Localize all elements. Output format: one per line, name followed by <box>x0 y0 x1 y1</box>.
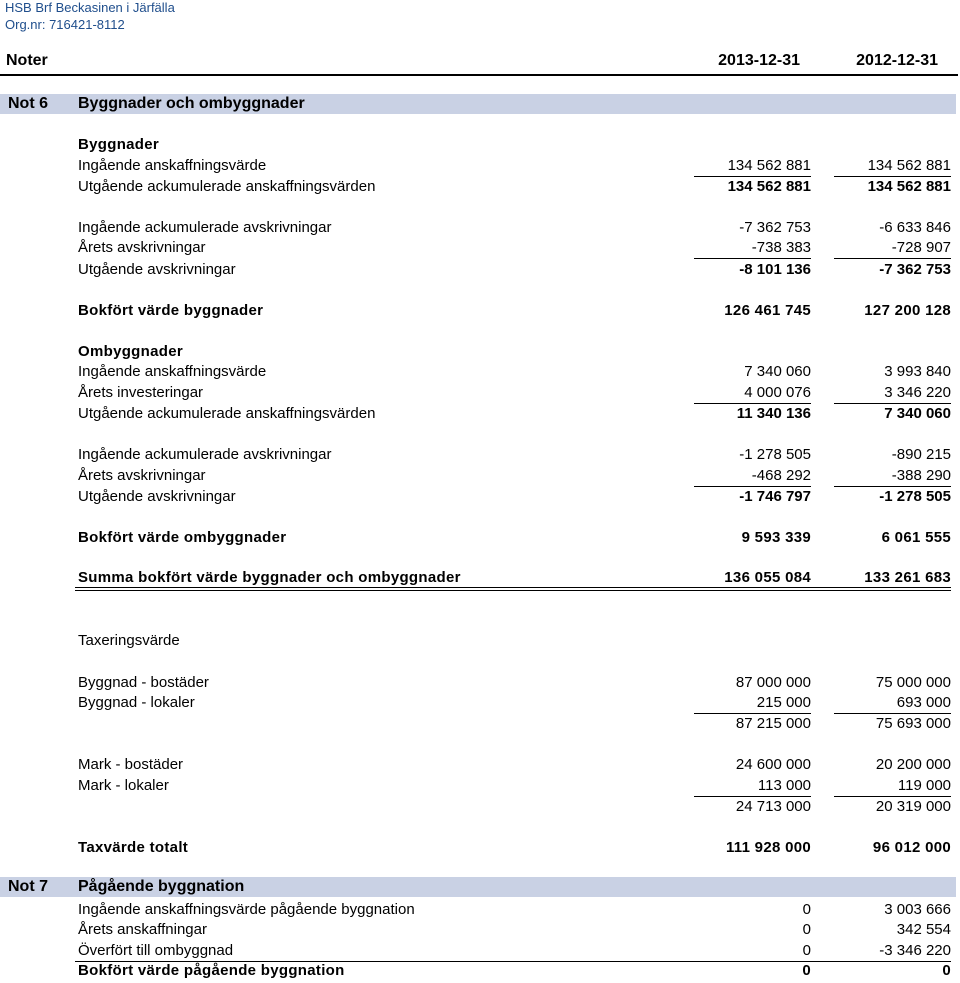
row-label: Utgående avskrivningar <box>78 261 236 278</box>
column-header-row <box>0 50 958 74</box>
column-year-2013: 2013-12-31 <box>718 52 800 69</box>
value-2013: 9 593 339 <box>741 529 811 546</box>
value-2013: 113 000 <box>757 777 811 794</box>
value-2012: 6 061 555 <box>881 529 951 546</box>
row-label: Ingående ackumulerade avskrivningar <box>78 219 332 236</box>
table-row <box>0 487 958 507</box>
value-2012: 133 261 683 <box>864 569 951 586</box>
row-label: Taxvärde totalt <box>78 839 189 856</box>
value-2012: 20 319 000 <box>875 798 951 815</box>
row-label: Utgående avskrivningar <box>78 488 236 505</box>
row-label: Mark - lokaler <box>78 777 169 794</box>
table-row <box>0 362 958 382</box>
value-2013: 126 461 745 <box>724 302 811 319</box>
subtotal-rule <box>694 258 811 259</box>
table-row <box>0 383 958 403</box>
table-row <box>0 445 958 465</box>
value-2012: 3 993 840 <box>884 363 951 380</box>
row-label: Årets anskaffningar <box>78 921 207 938</box>
row-label: Bokfört värde byggnader <box>78 302 264 319</box>
column-year-2012: 2012-12-31 <box>856 52 938 69</box>
value-2013: 136 055 084 <box>724 569 811 586</box>
total-row <box>0 301 958 321</box>
double-underline <box>75 587 951 591</box>
value-2013: -738 383 <box>751 239 811 256</box>
row-label: Utgående ackumulerade anskaffningsvärden <box>78 178 376 195</box>
table-row <box>0 693 958 713</box>
row-label: Årets avskrivningar <box>78 467 206 484</box>
total-row <box>0 838 958 858</box>
table-row <box>0 920 958 940</box>
value-2012: 342 554 <box>896 921 951 938</box>
table-row <box>0 941 958 961</box>
value-2012: 693 000 <box>896 694 951 711</box>
value-2013: 134 562 881 <box>727 157 811 174</box>
value-2012: -7 362 753 <box>879 261 951 278</box>
table-row <box>0 776 958 796</box>
grand-total-row <box>0 568 958 588</box>
value-2013: 24 600 000 <box>735 756 811 773</box>
value-2012: -388 290 <box>891 467 951 484</box>
note-title: Pågående byggnation <box>78 878 245 895</box>
value-2013: -7 362 753 <box>739 219 811 236</box>
row-label: Överfört till ombyggnad <box>78 942 234 959</box>
table-row <box>0 177 958 197</box>
value-2012: 119 000 <box>897 777 951 794</box>
value-2012: 3 346 220 <box>884 384 951 401</box>
table-row <box>0 156 958 176</box>
value-2012: 20 200 000 <box>875 756 951 773</box>
note-7-band <box>0 877 956 897</box>
note-title: Byggnader och ombyggnader <box>78 95 305 112</box>
subsection-heading <box>0 342 958 362</box>
heading-text: Byggnader <box>78 136 160 153</box>
value-2013: 0 <box>802 962 811 979</box>
value-2013: 24 713 000 <box>735 798 811 815</box>
row-label: Mark - bostäder <box>78 756 184 773</box>
value-2012: 0 <box>942 962 951 979</box>
header-rule <box>0 74 958 76</box>
value-2013: 7 340 060 <box>744 363 811 380</box>
value-2012: -728 907 <box>891 239 951 256</box>
subtotal-rule <box>834 258 951 259</box>
row-label: Byggnad - bostäder <box>78 674 209 691</box>
value-2012: 134 562 881 <box>867 157 951 174</box>
value-2013: 4 000 076 <box>744 384 811 401</box>
value-2012: -1 278 505 <box>879 488 951 505</box>
value-2013: 134 562 881 <box>727 178 811 195</box>
value-2013: -1 746 797 <box>739 488 811 505</box>
row-label: Ingående anskaffningsvärde <box>78 157 267 174</box>
note-number: Not 7 <box>8 878 48 895</box>
value-2012: 134 562 881 <box>867 178 951 195</box>
table-row <box>0 900 958 920</box>
row-label: Årets investeringar <box>78 384 204 401</box>
row-label: Ingående anskaffningsvärde <box>78 363 267 380</box>
value-2013: 0 <box>802 942 811 959</box>
value-2013: -8 101 136 <box>739 261 811 278</box>
note-number: Not 6 <box>8 95 48 112</box>
row-label: Byggnad - lokaler <box>78 694 195 711</box>
table-row <box>0 260 958 280</box>
value-2012: -890 215 <box>891 446 951 463</box>
org-number: Org.nr: 716421-8112 <box>5 17 125 32</box>
table-row <box>0 404 958 424</box>
value-2012: 96 012 000 <box>872 839 951 856</box>
table-row <box>0 673 958 693</box>
table-row <box>0 466 958 486</box>
value-2013: -1 278 505 <box>739 446 811 463</box>
row-label: Summa bokfört värde byggnader och ombyggnader <box>78 569 461 586</box>
value-2012: 127 200 128 <box>864 302 951 319</box>
table-row <box>0 218 958 238</box>
row-label: Ingående ackumulerade avskrivningar <box>78 446 332 463</box>
subsection-heading <box>0 135 958 155</box>
value-2012: 7 340 060 <box>884 405 951 422</box>
total-row <box>0 528 958 548</box>
subtotal-row <box>0 797 958 817</box>
value-2013: 87 000 000 <box>735 674 811 691</box>
value-2013: 0 <box>802 901 811 918</box>
row-label: Utgående ackumulerade anskaffningsvärden <box>78 405 376 422</box>
table-row <box>0 755 958 775</box>
row-label: Årets avskrivningar <box>78 239 206 256</box>
subsection-heading <box>0 631 958 651</box>
value-2012: 3 003 666 <box>884 901 951 918</box>
row-label: Ingående anskaffningsvärde pågående byggnation <box>78 901 415 918</box>
row-label: Bokfört värde ombyggnader <box>78 529 287 546</box>
value-2013: 87 215 000 <box>735 715 811 732</box>
value-2012: 75 693 000 <box>875 715 951 732</box>
value-2013: -468 292 <box>751 467 811 484</box>
value-2012: 75 000 000 <box>875 674 951 691</box>
heading-text: Taxeringsvärde <box>78 632 180 649</box>
heading-text: Ombyggnader <box>78 343 183 360</box>
section-title: Noter <box>6 52 48 69</box>
value-2013: 11 340 136 <box>736 405 811 422</box>
value-2013: 0 <box>802 921 811 938</box>
row-label: Bokfört värde pågående byggnation <box>78 962 345 979</box>
subtotal-row <box>0 714 958 734</box>
value-2012: -6 633 846 <box>879 219 951 236</box>
value-2013: 111 928 000 <box>725 839 811 856</box>
value-2013: 215 000 <box>756 694 811 711</box>
org-name: HSB Brf Beckasinen i Järfälla <box>5 0 175 15</box>
note-6-band <box>0 94 956 114</box>
total-row <box>0 961 958 981</box>
value-2012: -3 346 220 <box>879 942 951 959</box>
table-row <box>0 238 958 258</box>
